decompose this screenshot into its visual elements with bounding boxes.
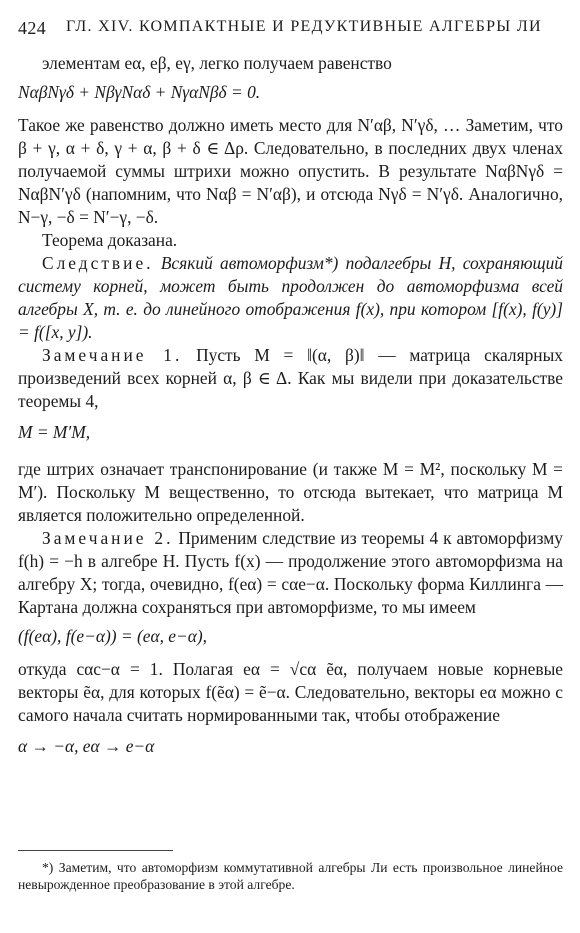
page-number: 424 (18, 18, 47, 38)
footnote-rule (18, 850, 173, 851)
remark-2 (18, 527, 563, 619)
formula-jacobi: NαβNγδ + NβγNαδ + NγαNβδ = 0. (18, 82, 261, 102)
main-text (18, 52, 563, 758)
paragraph-normalization: откуда cαc−α = 1. Полагая eα = √cα ẽα, получаем новые корневые векторы ẽα, для которых f(ẽα) = ẽ−α. Следовательно, векторы eα можно с самого начала считать нормированными так, чтобы отображение (18, 659, 563, 725)
corollary-label: Следствие. (42, 253, 154, 273)
theorem-proved: Теорема доказана. (42, 230, 178, 250)
footnote (18, 859, 563, 893)
formula-matrix: M = M′M, (18, 422, 91, 442)
footnote-text: *) Заметим, что автоморфизм коммутативной алгебры Ли есть произвольное линейное невырожденное преобразование в этой алгебре. (18, 860, 563, 892)
remark-1 (18, 344, 563, 413)
remark-2-label: Замечание 2. (42, 528, 174, 548)
paragraph-transpose: где штрих означает транспонирование (и также M = M², поскольку M = M′). Поскольку M вещественно, то отсюда вытекает, что матрица M является положительно определенной. (18, 459, 563, 525)
page-header (18, 14, 563, 44)
running-title: ГЛ. XIV. КОМПАКТНЫЕ И РЕДУКТИВНЫЕ АЛГЕБРЫ ЛИ (66, 18, 542, 35)
corollary (18, 252, 563, 344)
paragraph-continuation: элементам eα, eβ, eγ, легко получаем равенство (42, 53, 392, 73)
remark-1-label: Замечание 1. (42, 345, 183, 365)
corollary-text: Всякий автоморфизм*) подалгебры H, сохраняющий систему корней, может быть продолжен до автоморфизма всей алгебры X, т. е. до линейного отображения f(x), при котором [f(x), f(y)] = f([x, y]). (18, 253, 564, 342)
paragraph-proof-end: Такое же равенство должно иметь место для N′αβ, N′γδ, … Заметим, что β + γ, α + δ, γ + α, β + δ ∈ Δρ. Следовательно, в последних двух членах получаемой суммы штрихи можно опустить. В результате NαβNγδ = NαβN′γδ (напомним, что Nαβ = N′αβ), и отсюда Nγδ = N′γδ. Аналогично, N−γ, −δ = N′−γ, −δ. (18, 115, 563, 227)
formula-map: α → −α, eα → e−α (18, 736, 155, 756)
remark-2-text: Применим следствие из теоремы 4 к автоморфизму f(h) = −h в алгебре H. Пусть f(x) — продолжение этого автоморфизма на алгебру X; тогда, очевидно, f(eα) = cαe−α. Поскольку форма Киллинга — Картана должна сохраняться при автоморфизме, то мы имеем (18, 528, 563, 617)
remark-1-text: Пусть M = ‖(α, β)‖ — матрица скалярных произведений всех корней α, β ∈ Δ. Как мы видели при доказательстве теоремы 4, (18, 345, 563, 411)
formula-killing: (f(eα), f(e−α)) = (eα, e−α), (18, 626, 208, 646)
